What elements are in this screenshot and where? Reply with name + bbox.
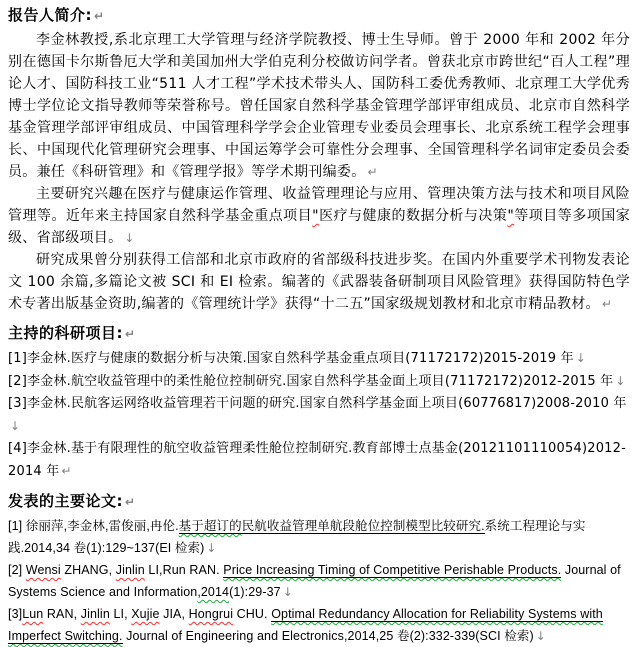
text-run: 主持的科研项目: [8,324,123,342]
achievements-paragraph [8,249,630,315]
text-run: [4]李金林.基于有限理性的航空收益管理柔性舱位控制研究.教育部博士点基金(20121101110054)2012-2014 年 [8,441,626,479]
text-run-green-wavy: ,2014 [197,585,230,599]
text-run-red-wavy: Jinlin [80,607,110,621]
publication-item-1 [8,515,630,559]
paragraph-mark-icon: ↵ [94,9,105,23]
paragraph-mark-icon: ↵ [125,495,136,509]
text-run: 医疗与健康的数据分析与决策 [318,208,508,224]
paragraph-mark-icon: ↵ [125,327,136,341]
text-run: [2]李金林.航空收益管理中的柔性舱位控制研究.国家自然科学基金面上项目(71172172)2012-2015 年 [8,374,614,389]
line-break-mark-icon: ↓ [575,351,587,365]
line-break-mark-icon: ↓ [535,629,546,643]
text-run-red-wavy: Jinlin [115,563,145,577]
text-run: LI,Run RAN. [144,563,224,577]
text-run: [3]李金林.民航客运网络收益管理若干问题的研究.国家自然科学基金面上项目(60776817)2008-2010 年 [8,396,627,411]
publication-item-2 [8,559,630,603]
text-run: 报告人简介: [8,6,92,24]
text-run-u-green-wavy: Price Increasing Timing of Competitive Perishable Products. [223,563,562,577]
text-run: CHU. [233,607,272,621]
research-interests-paragraph [8,183,630,249]
text-run: JIA, [159,607,189,621]
text-run: LI, [109,607,132,621]
line-break-mark-icon: ↓ [615,374,626,388]
text-run: 等项目等多项国家级、省部级项目。 [8,208,630,246]
text-run-red-wavy: Wensi [25,563,61,577]
text-run: [2] [8,563,26,577]
intro-heading [8,4,630,27]
text-run: Journal of Engineering and Electronics,2014,25 卷(2):332-339(SCI 检索) [122,629,534,643]
project-item-4 [8,438,630,483]
projects-heading [8,322,630,345]
text-run: 主要研究兴趣在医疗与健康运作管理、收益管理理论与应用、管理决策方法与技术和项目风险管理等。近年来主持国家自然科学基金重点项目 [8,186,630,224]
paragraph-mark-icon: ↵ [601,297,613,311]
paragraph-mark-icon: ↵ [367,165,378,179]
text-run: 李金林教授,系北京理工大学管理与经济学院教授、博士生导师。曾于 2000 年和 2002 年分别在德国卡尔斯鲁厄大学和美国加州大学伯克利分校做访问学者。曾获北京市跨世纪“百人工程”理论人才、国防科技工业“511 人才工程”学术技术带头人、国防科工委优秀教师、北京理工大学优秀博士学位论文指导教师等荣誉称号。曾任国家自然科学基金管理学部评审组成员、北京市自然科学基金管理学部评审组成员、中国管理科学学会企业管理专业委员会理事长、北京系统工程学会理事长、中国现代化管理研究会理事、中国运筹学会可靠性分会理事、全国管理科学名词审定委员会委员。兼任《科研管理》和《管理学报》等学术期刊编委。 [8,32,630,180]
line-break-mark-icon: ↓ [282,585,293,599]
text-run-red-wavy: Lun [22,607,44,621]
text-run: 研究成果曾分别获得工信部和北京市政府的省部级科技进步奖。在国内外重要学术刊物发表论文 100 余篇,多篇论文被 SCI 和 EI 检索。编著的《武器装备研制项目风险管理》获得国防特色学术专著出版基金资助,编著的《管理统计学》获得“十二五”国家级规划教材和北京市精品教材。 [8,252,630,312]
text-run-red-wavy: Xujie [131,607,160,621]
project-item-2 [8,370,630,393]
bio-paragraph [8,29,630,183]
text-run-u-green-wavy: 基于超订的 [178,519,242,533]
publication-item-3 [8,603,630,647]
text-run: [1] 徐丽萍,李金林,雷俊丽,冉伦. [8,519,179,533]
publications-heading [8,490,630,513]
text-run-u-green-wavy: Optimal Redundancy Allocation for Reliability Systems with Imperfect Switching. [8,607,603,643]
line-break-mark-icon: ↓ [10,419,21,433]
text-run: 系统工程理论与实践.2014,34 卷(1):129~137(EI 检索) [8,519,586,555]
project-item-1 [8,347,630,370]
text-run: [1]李金林.医疗与健康的数据分析与决策.国家自然科学基金重点项目(71172172)2015-2019 年 [8,351,574,366]
text-run: 发表的主要论文: [8,492,123,510]
line-break-mark-icon: ↓ [206,541,217,555]
paragraph-mark-icon: ↵ [61,464,72,478]
text-run: [3] [8,607,23,621]
text-run-red-wavy: Hongrui [188,607,234,621]
text-run: Journal of Systems Science and Information [8,563,621,599]
text-run: ZHANG, [60,563,116,577]
text-run-red-wavy: " [312,208,319,224]
text-run-u: 民航收益管理单航段舱位控制模型比较研究. [241,519,485,533]
text-run-red-wavy: " [507,208,515,224]
project-item-3 [8,393,630,438]
text-run: RAN, [43,607,81,621]
text-run: (1):29-37 [229,585,281,599]
line-break-mark-icon: ↓ [124,231,135,245]
